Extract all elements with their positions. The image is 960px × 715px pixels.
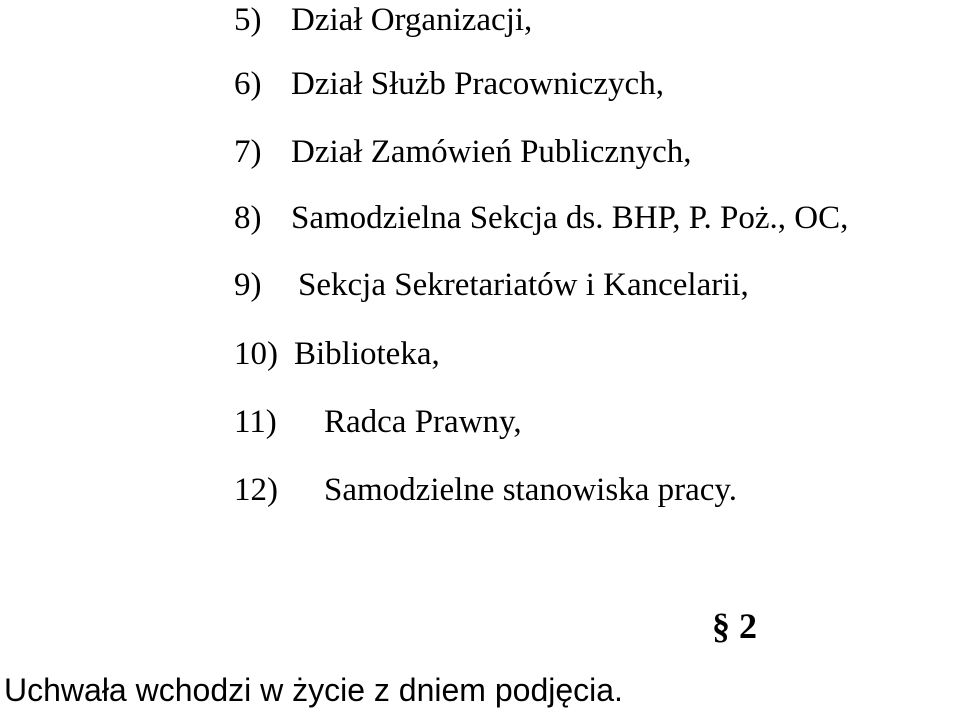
list-item-number: 12) bbox=[234, 472, 278, 508]
list-item-number: 7) bbox=[234, 134, 262, 170]
list-item-text: Radca Prawny, bbox=[324, 404, 522, 440]
list-item-number: 6) bbox=[234, 66, 262, 102]
list-item-text: Samodzielne stanowiska pracy. bbox=[324, 472, 737, 508]
list-item-number: 10) bbox=[234, 336, 278, 372]
section-heading: § 2 bbox=[712, 606, 757, 646]
resolution-effective-statement: Uchwała wchodzi w życie z dniem podjęcia. bbox=[4, 672, 623, 708]
list-item-number: 9) bbox=[234, 267, 262, 303]
list-item-number: 11) bbox=[234, 404, 277, 440]
list-item-text: Dział Zamówień Publicznych, bbox=[291, 134, 692, 170]
list-item-text: Samodzielna Sekcja ds. BHP, P. Poż., OC, bbox=[291, 200, 849, 236]
list-item-text: Sekcja Sekretariatów i Kancelarii, bbox=[298, 267, 749, 303]
list-item-number: 8) bbox=[234, 200, 262, 236]
list-item-number: 5) bbox=[234, 2, 262, 38]
list-item-text: Dział Organizacji, bbox=[291, 2, 533, 38]
list-item-text: Dział Służb Pracowniczych, bbox=[291, 66, 664, 102]
list-item-text: Biblioteka, bbox=[294, 336, 440, 372]
